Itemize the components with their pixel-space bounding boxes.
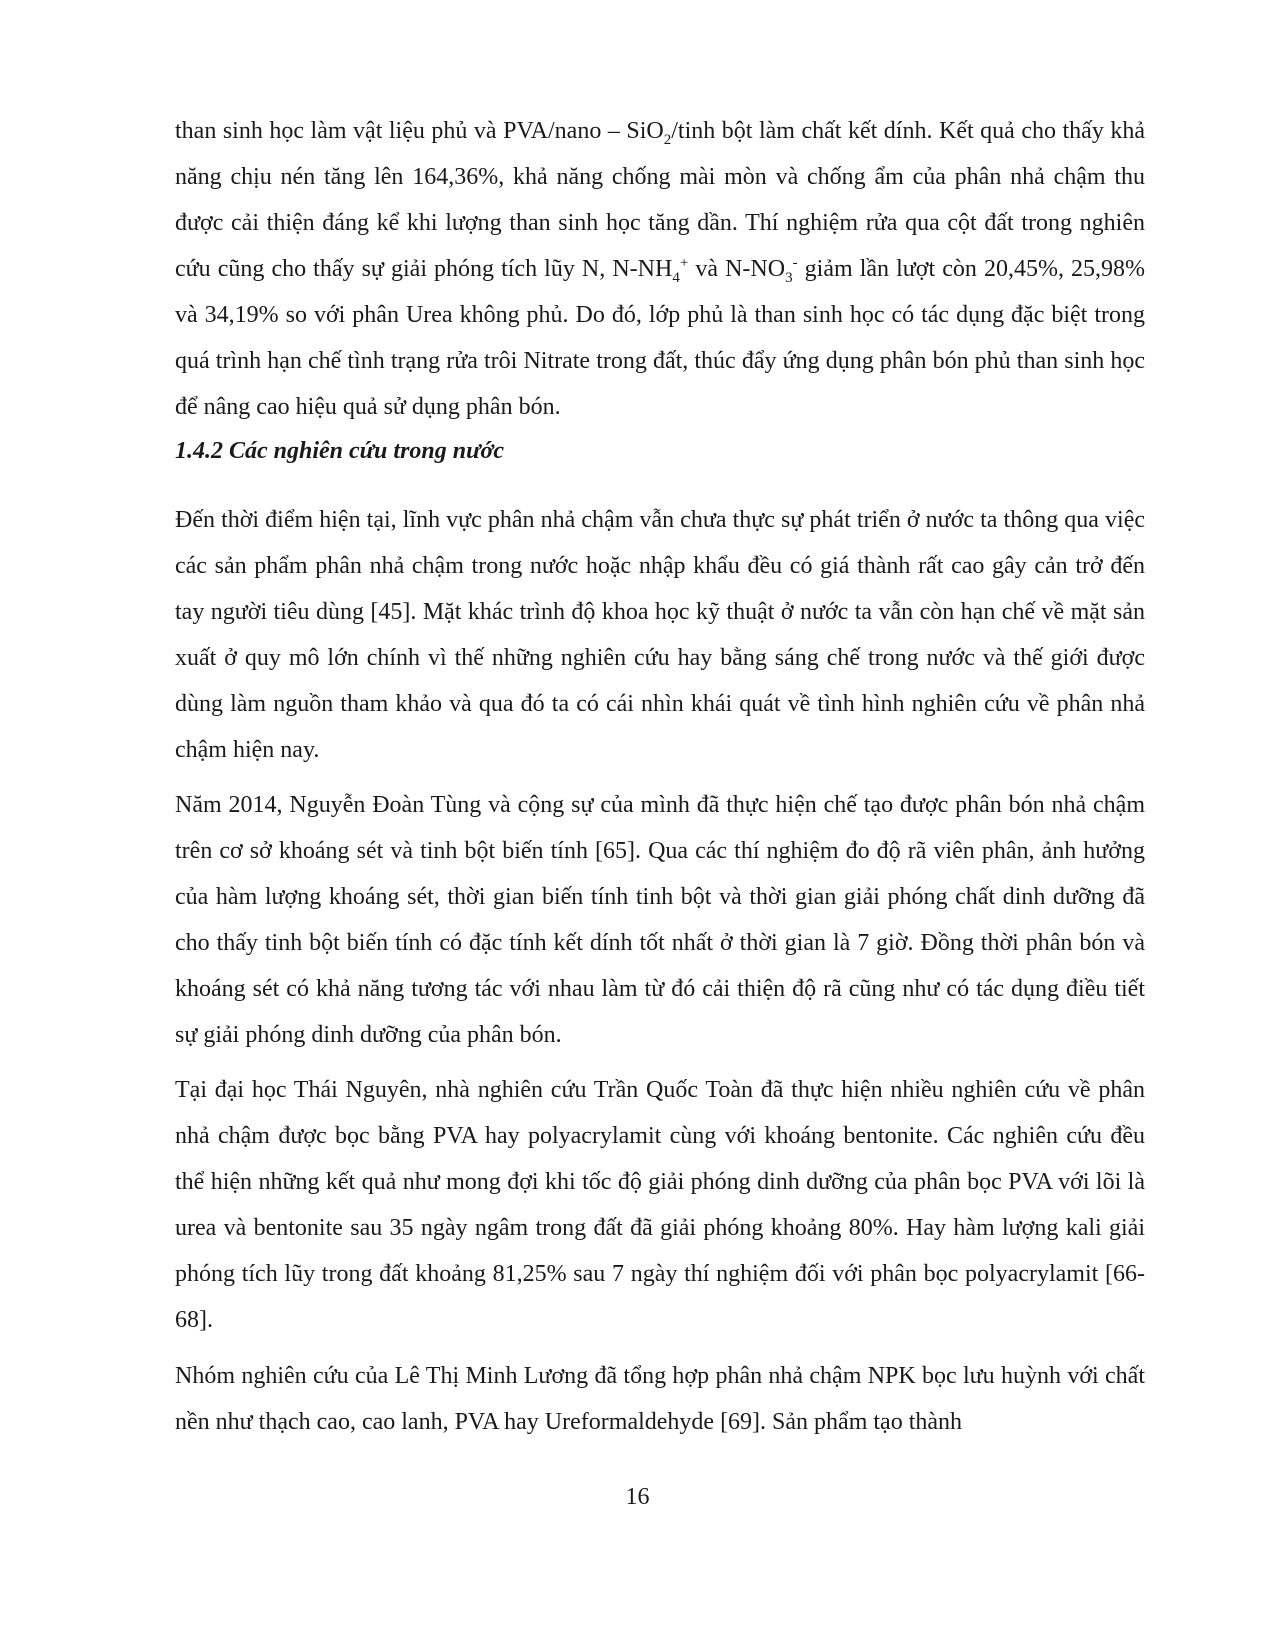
subscript: 3 — [785, 269, 793, 286]
section-heading: 1.4.2 Các nghiên cứu trong nước — [175, 438, 505, 464]
paragraph-biochar-coating — [175, 108, 1145, 430]
paragraph-text: và N-NO — [688, 256, 786, 282]
page-number: 16 — [625, 1484, 650, 1510]
paragraph-nguyen-doan-tung: Năm 2014, Nguyễn Đoàn Tùng và cộng sự của mình đã thực hiện chế tạo được phân bón nhả chậm trên cơ sở khoáng sét và tinh bột biến tính [65]. Qua các thí nghiệm đo độ rã viên phân, ảnh hưởng của hàm lượng khoáng sét, thời gian biến tính tinh bột và thời gian giải phóng chất dinh dưỡng đã cho thấy tinh bột biến tính có đặc tính kết dính tốt nhất ở thời gian là 7 giờ. Đồng thời phân bón và khoáng sét có khả năng tương tác với nhau làm từ đó cải thiện độ rã cũng như có tác dụng điều tiết sự giải phóng dinh dưỡng của phân bón. — [175, 792, 1145, 1048]
superscript: + — [679, 255, 689, 271]
paragraph-domestic-overview: Đến thời điểm hiện tại, lĩnh vực phân nhả chậm vẫn chưa thực sự phát triển ở nước ta thông qua việc các sản phẩm phân nhả chậm trong nước hoặc nhập khẩu đều có giá thành rất cao gây cản trở đến tay người tiêu dùng [45]. Mặt khác trình độ khoa học kỹ thuật ở nước ta vẫn còn hạn chế về mặt sản xuất ở quy mô lớn chính vì thế những nghiên cứu hay bằng sáng chế trong nước và thế giới được dùng làm nguồn tham khảo và qua đó ta có cái nhìn khái quát về tình hình nghiên cứu về phân nhả chậm hiện nay. — [175, 507, 1145, 763]
subscript: 2 — [663, 131, 672, 148]
subscript: 4 — [672, 269, 680, 286]
paragraph-text: than sinh học làm vật liệu phủ và PVA/nano – SiO — [175, 118, 664, 144]
paragraph-text: giảm lần lượt còn 20,45%, 25,98% và 34,19% so với phân Urea không phủ. Do đó, lớp phủ là than sinh học có tác dụng đặc biệt trong quá trình hạn chế tình trạng rửa trôi Nitrate trong đất, thúc đẩy ứng dụng phân bón phủ than sinh học để nâng cao hiệu quả sử dụng phân bón. — [175, 256, 1146, 420]
paragraph-le-thi-minh-luong: Nhóm nghiên cứu của Lê Thị Minh Lương đã tổng hợp phân nhả chậm NPK bọc lưu huỳnh với chất nền như thạch cao, cao lanh, PVA hay Ureformaldehyde [69]. Sản phẩm tạo thành — [175, 1363, 1145, 1435]
paragraph-tran-quoc-toan: Tại đại học Thái Nguyên, nhà nghiên cứu Trần Quốc Toàn đã thực hiện nhiều nghiên cứu về phân nhả chậm được bọc bằng PVA hay polyacrylamit cùng với khoáng bentonite. Các nghiên cứu đều thể hiện những kết quả như mong đợi khi tốc độ giải phóng dinh dưỡng của phân bọc PVA với lõi là urea và bentonite sau 35 ngày ngâm trong đất đã giải phóng khoảng 80%. Hay hàm lượng kali giải phóng tích lũy trong đất khoảng 81,25% sau 7 ngày thí nghiệm đối với phân bọc polyacrylamit [66-68]. — [175, 1077, 1145, 1333]
superscript: - — [792, 255, 798, 271]
paragraph-text: /tinh bột làm chất kết dính. Kết quả cho thấy khả năng chịu nén tăng lên 164,36%, khả năng chống mài mòn và chống ẩm của phân nhả chậm thu được cải thiện đáng kể khi lượng than sinh học tăng dần. Thí nghiệm rửa qua cột đất trong nghiên cứu cũng cho thấy sự giải phóng tích lũy N, N-NH — [175, 118, 1145, 282]
